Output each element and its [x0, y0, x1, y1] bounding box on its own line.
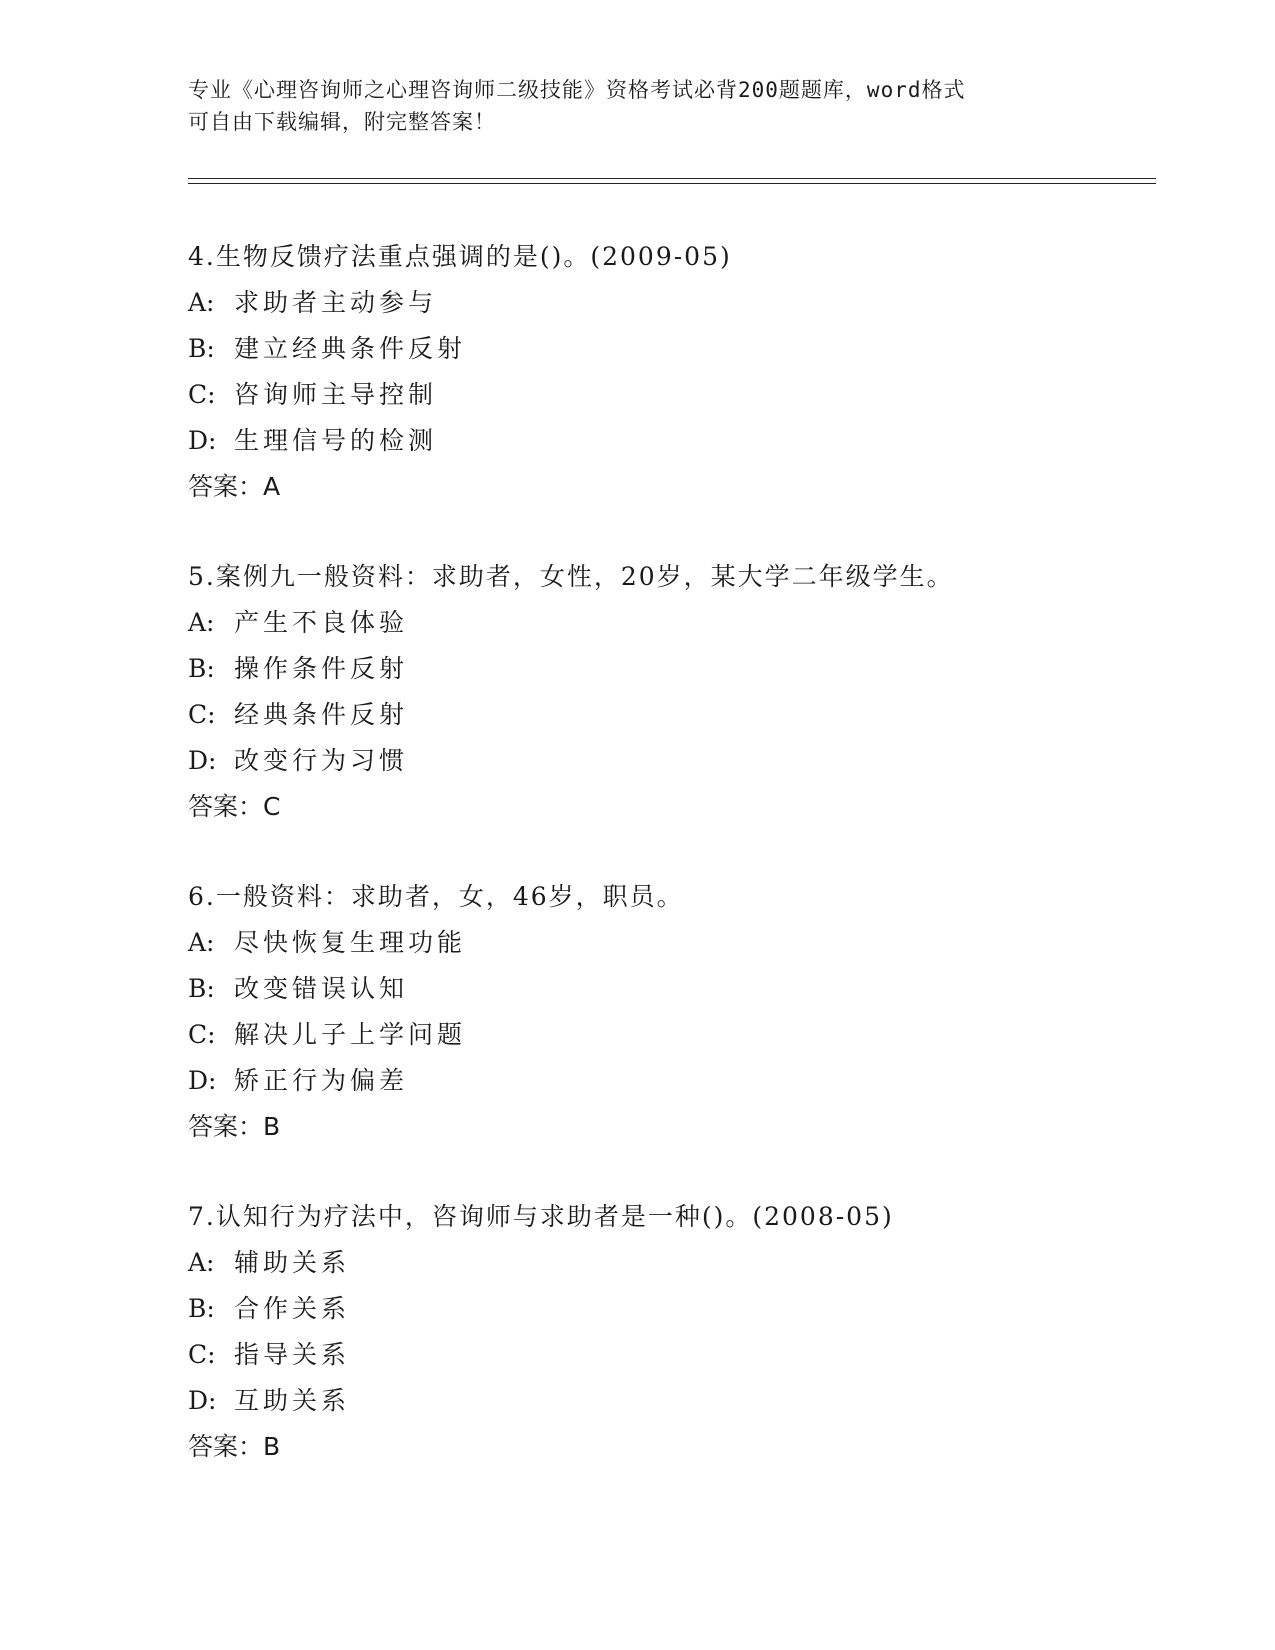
- option-c: [188, 1332, 1148, 1378]
- question-block: [188, 554, 1148, 830]
- question-block: [188, 874, 1148, 1150]
- option-letter: D:: [188, 1066, 217, 1095]
- option-text: 解决儿子上学问题: [234, 1020, 467, 1049]
- header-line-1: 专业《心理咨询师之心理咨询师二级技能》资格考试必背200题题库，word格式: [188, 78, 966, 102]
- option-letter: D:: [188, 746, 217, 775]
- option-letter: C:: [188, 1020, 216, 1049]
- option-a: [188, 1240, 1148, 1286]
- option-text: 互助关系: [234, 1386, 351, 1415]
- answer-label: 答案：B: [188, 1432, 281, 1461]
- option-letter: A:: [188, 1248, 215, 1277]
- option-c: [188, 372, 1148, 418]
- answer-label: 答案：A: [188, 472, 281, 501]
- header-rule-bottom: [188, 183, 1156, 184]
- header-rule-top: [188, 178, 1156, 179]
- option-letter: B:: [188, 654, 215, 683]
- option-d: [188, 418, 1148, 464]
- option-text: 操作条件反射: [234, 654, 409, 683]
- option-letter: B:: [188, 334, 215, 363]
- option-letter: B:: [188, 1294, 215, 1323]
- option-text: 合作关系: [234, 1294, 351, 1323]
- option-d: [188, 1058, 1148, 1104]
- option-text: 指导关系: [234, 1340, 351, 1369]
- option-text: 尽快恢复生理功能: [234, 928, 467, 957]
- option-text: 产生不良体验: [234, 608, 409, 637]
- option-letter: A:: [188, 928, 215, 957]
- option-text: 建立经典条件反射: [234, 334, 467, 363]
- question-block: [188, 1194, 1148, 1470]
- option-d: [188, 1378, 1148, 1424]
- question-title: 7.认知行为疗法中，咨询师与求助者是一种()。(2008-05): [188, 1202, 894, 1231]
- option-d: [188, 738, 1148, 784]
- question-block: [188, 234, 1148, 510]
- option-text: 改变错误认知: [234, 974, 409, 1003]
- option-text: 咨询师主导控制: [234, 380, 438, 409]
- option-text: 经典条件反射: [234, 700, 409, 729]
- option-a: [188, 600, 1148, 646]
- option-a: [188, 280, 1148, 326]
- option-text: 辅助关系: [234, 1248, 351, 1277]
- option-c: [188, 692, 1148, 738]
- option-text: 生理信号的检测: [234, 426, 438, 455]
- answer-label: 答案：B: [188, 1112, 281, 1141]
- option-text: 改变行为习惯: [234, 746, 409, 775]
- option-letter: C:: [188, 1340, 216, 1369]
- document-header: [188, 74, 1088, 138]
- option-c: [188, 1012, 1148, 1058]
- option-a: [188, 920, 1148, 966]
- option-letter: C:: [188, 700, 216, 729]
- option-text: 求助者主动参与: [234, 288, 438, 317]
- option-b: [188, 966, 1148, 1012]
- option-letter: D:: [188, 426, 217, 455]
- option-letter: A:: [188, 608, 215, 637]
- option-letter: B:: [188, 974, 215, 1003]
- header-line-2: 可自由下载编辑，附完整答案！: [188, 110, 496, 134]
- option-b: [188, 1286, 1148, 1332]
- option-b: [188, 326, 1148, 372]
- option-b: [188, 646, 1148, 692]
- question-title: 6.一般资料：求助者，女，46岁，职员。: [188, 882, 684, 911]
- option-letter: C:: [188, 380, 216, 409]
- question-title: 5.案例九一般资料：求助者，女性，20岁，某大学二年级学生。: [188, 562, 954, 591]
- option-text: 矫正行为偏差: [234, 1066, 409, 1095]
- option-letter: A:: [188, 288, 215, 317]
- question-title: 4.生物反馈疗法重点强调的是()。(2009-05): [188, 242, 732, 271]
- answer-label: 答案：C: [188, 792, 281, 821]
- option-letter: D:: [188, 1386, 217, 1415]
